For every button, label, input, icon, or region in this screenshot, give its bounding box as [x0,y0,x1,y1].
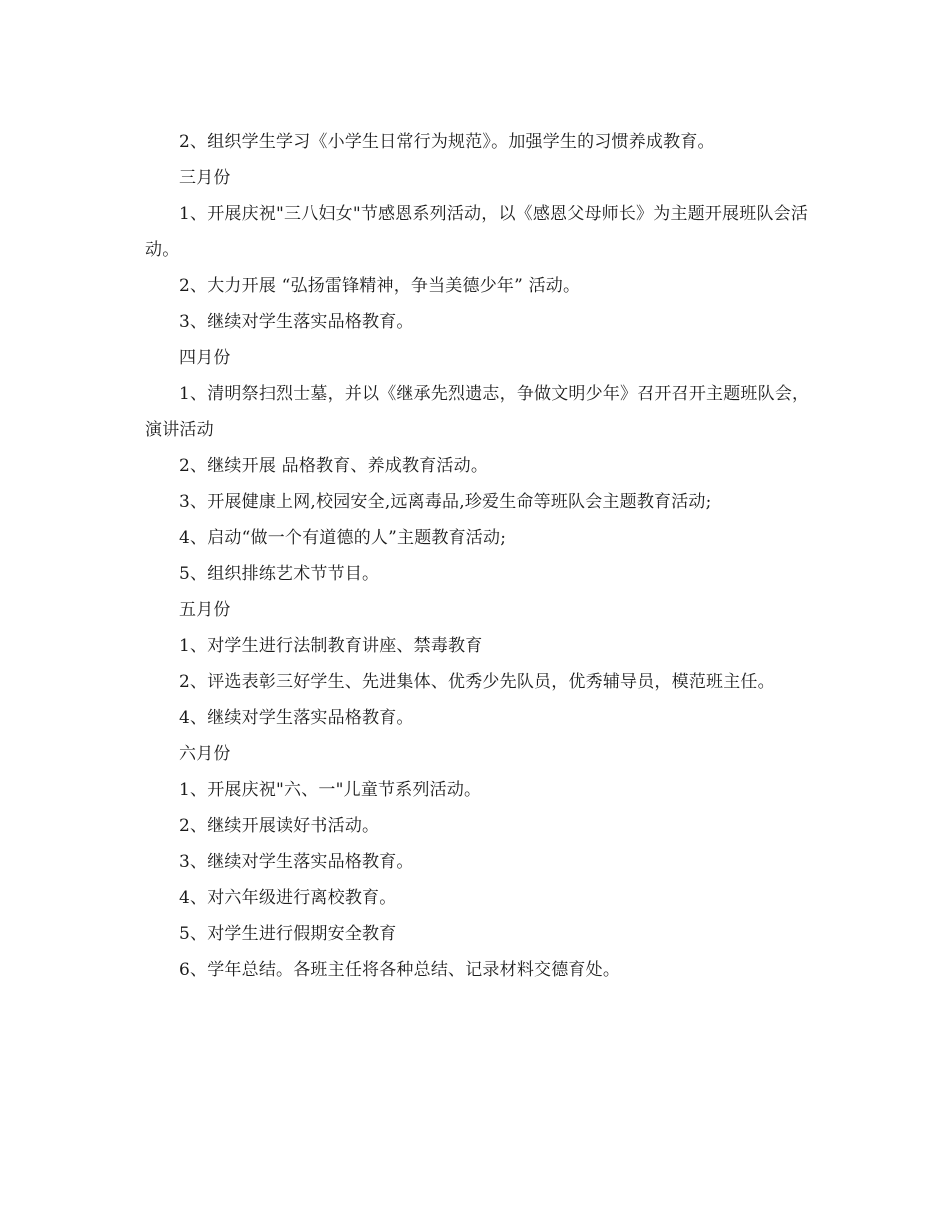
paragraph-june-5: 5、对学生进行假期安全教育 [179,924,397,944]
document-body [145,124,810,988]
paragraph-march-1: 1、开展庆祝"三八妇女"节感恩系列活动，以《感恩父母师长》为主题开展班队会活动。 [145,204,809,260]
heading-march: 三月份 [179,168,231,188]
paragraph-june-3: 3、继续对学生落实品格教育。 [179,852,414,872]
paragraph-april-3: 3、开展健康上网,校园安全,远离毒品,珍爱生命等班队会主题教育活动; [179,492,712,512]
paragraph-april-2: 2、继续开展 品格教育、养成教育活动。 [179,456,489,476]
paragraph-may-2: 2、评选表彰三好学生、先进集体、优秀少先队员，优秀辅导员，模范班主任。 [179,672,775,692]
heading-april: 四月份 [179,348,231,368]
paragraph-april-1: 1、清明祭扫烈士墓，并以《继承先烈遗志，争做文明少年》召开召开主题班队会，演讲活动 [145,384,810,440]
heading-june: 六月份 [179,744,231,764]
paragraph-june-6: 6、学年总结。各班主任将各种总结、记录材料交德育处。 [179,960,621,980]
paragraph-march-3: 3、继续对学生落实品格教育。 [179,312,414,332]
paragraph-habit-education: 2、组织学生学习《小学生日常行为规范》。加强学生的习惯养成教育。 [179,132,715,152]
paragraph-may-4: 4、继续对学生落实品格教育。 [179,708,414,728]
paragraph-june-2: 2、继续开展读好书活动。 [179,816,380,836]
paragraph-may-1: 1、对学生进行法制教育讲座、禁毒教育 [179,636,483,656]
paragraph-april-5: 5、组织排练艺术节节目。 [179,564,380,584]
paragraph-june-4: 4、对六年级进行离校教育。 [179,888,397,908]
paragraph-march-2: 2、大力开展 “弘扬雷锋精神，争当美德少年” 活动。 [179,276,581,296]
paragraph-june-1: 1、开展庆祝"六、一"儿童节系列活动。 [179,780,482,800]
heading-may: 五月份 [179,600,231,620]
paragraph-april-4: 4、启动“做一个有道德的人”主题教育活动; [179,528,507,548]
